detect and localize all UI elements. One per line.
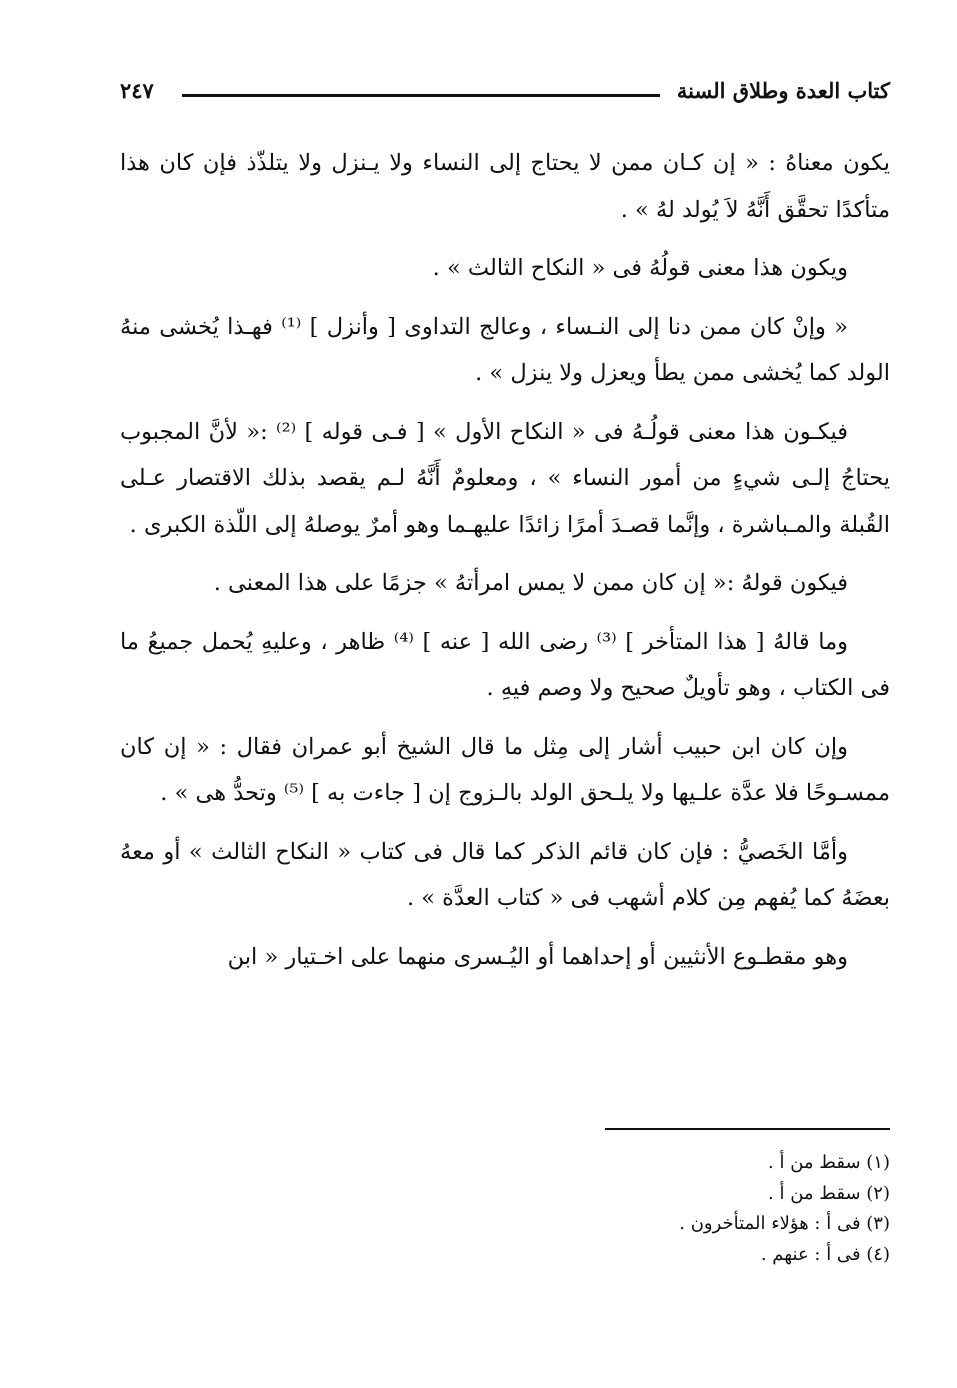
paragraph: وهو مقطـوع الأنثيين أو إحداهما أو اليُـسرى منهما على اخـتيار « ابن xyxy=(227,943,848,970)
paragraph: وأمَّا الخَصيُّ : فإن كان قائم الذكر كما قال فى كتاب « النكاح الثالث » أو معهُ بعضَهُ كما يُفهم مِن كلام أشهب فى « كتاب العدَّة » . xyxy=(120,838,890,911)
footnote: (١) سقط من أ . xyxy=(768,1152,890,1173)
paragraph: وإن كان ابن حبيب أشار إلى مِثل ما قال الشيخ أبو عمران فقال : « إن كان ممسـوحًا فلا عدَّة علـيها ولا يلـحق الولد بالـزوج إن [ جاءت به ] ⁽⁵⁾ وتحدُّ هى » . xyxy=(120,733,890,806)
paragraph: فيكون قولهُ :« إن كان ممن لا يمس امرأتهُ » جزمًا على هذا المعنى . xyxy=(213,570,848,596)
footnotes-list xyxy=(290,1148,890,1270)
paragraph: ويكون هذا معنى قولُهُ فى « النكاح الثالث » . xyxy=(432,255,848,281)
footnote: (٤) فى أ : عنهم . xyxy=(760,1243,890,1265)
footnote-separator xyxy=(605,1128,890,1130)
header-rule xyxy=(182,94,660,97)
paragraph: « وإنْ كان ممن دنا إلى النـساء ، وعالج التداوى [ وأنزل ] ⁽¹⁾ فهـذا يُخشى منهُ الولد كما يُخشى ممن يطأ ويعزل ولا ينزل » . xyxy=(120,313,890,386)
paragraph: فيكـون هذا معنى قولُـهُ فى « النكاح الأول » [ فـى قوله ] ⁽²⁾ :« لأنَّ المجبوب يحتاجُ إلـى شيءٍ من أمور النساء » ، ومعلومٌ أَنَّهُ لـم يقصد بذلك الاقتصار عـلى القُبلة والمـباشرة ، وإنَّما قصـدَ أمرًا زائدًا عليهـما وهو أمرٌ يوصلهُ إلى اللّذة الكبرى . xyxy=(120,418,890,538)
footnote: (٢) سقط من أ . xyxy=(768,1182,890,1204)
running-header xyxy=(120,76,890,110)
running-title: كتاب العدة وطلاق السنة xyxy=(676,78,890,103)
main-text xyxy=(120,140,890,992)
footnote: (٣) فى أ : هؤلاء المتأخرون . xyxy=(679,1213,890,1234)
paragraph: يكون معناهُ : « إن كـان ممن لا يحتاج إلى النساء ولا يـنزل ولا يتلذّذ فإن كان هذا متأكدًا تحقَّق أَنَّهُ لاَ يُولد لهُ » . xyxy=(120,150,890,223)
page-number: ٢٤٧ xyxy=(120,78,154,103)
paragraph: وما قالهُ [ هذا المتأخر ] ⁽³⁾ رضى الله [ عنه ] ⁽⁴⁾ ظاهر ، وعليهِ يُحمل جميعُ ما فى الكتاب ، وهو تأويلٌ صحيح ولا وصم فيهِ . xyxy=(120,628,890,701)
